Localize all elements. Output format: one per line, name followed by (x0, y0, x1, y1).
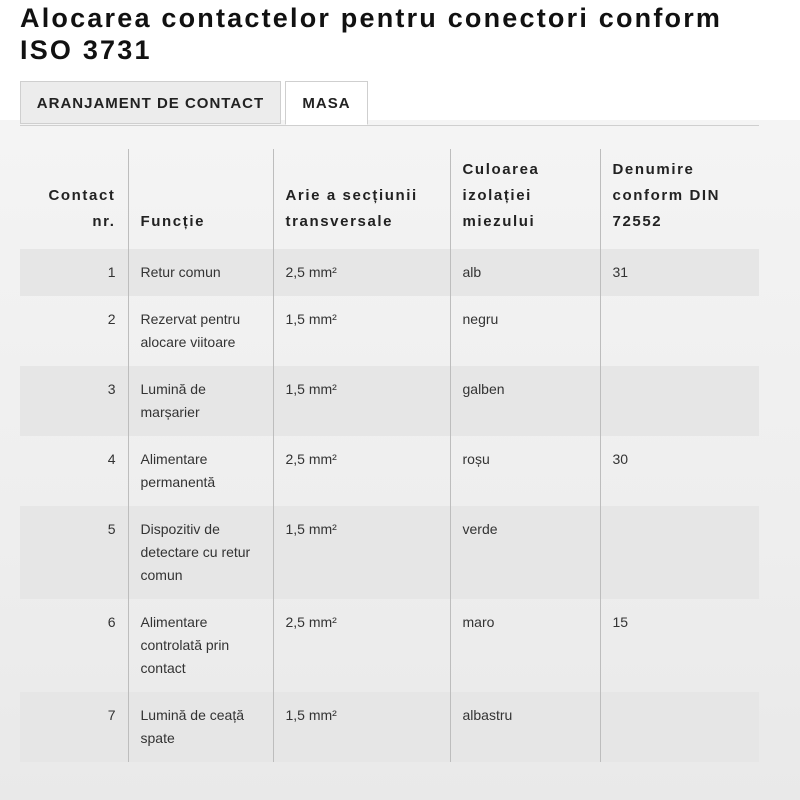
cell-function: Lumină de ceață spate (128, 692, 273, 762)
table-header-row (20, 149, 759, 249)
cell-din (600, 692, 759, 762)
cell-contact: 6 (107, 614, 116, 630)
cell-contact: 3 (20, 366, 128, 436)
cell-din: 15 (600, 599, 759, 692)
cell-din (600, 506, 759, 599)
table-row (20, 692, 759, 762)
tab-aranjament-de-contact[interactable]: ARANJAMENT DE CONTACT (20, 81, 281, 124)
cell-section: 1,5 mm² (273, 366, 450, 436)
header-function: Funcție (128, 149, 273, 249)
cell-color: verde (450, 506, 600, 599)
table-row (20, 436, 759, 506)
cell-color: albastru (450, 692, 600, 762)
cell-function: Retur comun (128, 249, 273, 296)
cell-color: maro (450, 599, 600, 692)
cell-function: Alimentare controlată prin contact (128, 599, 273, 692)
cell-contact: 5 (20, 506, 128, 599)
cell-function: Rezervat pentru alocare viitoare (128, 296, 273, 366)
cell-section: 1,5 mm² (273, 506, 450, 599)
cell-section: 1,5 mm² (273, 296, 450, 366)
table-row (20, 249, 759, 296)
cell-section: 1,5 mm² (273, 692, 450, 762)
table-row (20, 296, 759, 366)
cell-section: 2,5 mm² (273, 436, 450, 506)
cell-section: 2,5 mm² (273, 599, 450, 692)
cell-section: 2,5 mm² (273, 249, 450, 296)
tab-bar (20, 81, 759, 126)
cell-contact: 4 (107, 451, 116, 467)
cell-color: alb (450, 249, 600, 296)
cell-din: 31 (600, 249, 759, 296)
cell-din: 30 (600, 436, 759, 506)
cell-color: galben (450, 366, 600, 436)
header-contact-nr: Contact nr. (48, 187, 116, 230)
header-color: Culoarea izolației miezului (450, 149, 600, 249)
contact-allocation-table (20, 149, 759, 762)
cell-function: Alimentare permanentă (128, 436, 273, 506)
page-title: Alocarea contactelor pentru conectori conform ISO 3731 (20, 3, 723, 65)
cell-function: Dispozitiv de detectare cu retur comun (128, 506, 273, 599)
cell-din (600, 296, 759, 366)
header-din: Denumire conform DIN 72552 (600, 149, 759, 249)
cell-contact: 2 (107, 311, 116, 327)
cell-color: roșu (450, 436, 600, 506)
cell-contact: 1 (20, 249, 128, 296)
cell-din (600, 366, 759, 436)
table-row (20, 366, 759, 436)
table-row (20, 506, 759, 599)
table-row (20, 599, 759, 692)
cell-contact: 7 (20, 692, 128, 762)
tab-masa[interactable]: MASA (285, 81, 368, 125)
cell-color: negru (450, 296, 600, 366)
cell-function: Lumină de marșarier (128, 366, 273, 436)
header-section: Arie a secțiunii transversale (273, 149, 450, 249)
